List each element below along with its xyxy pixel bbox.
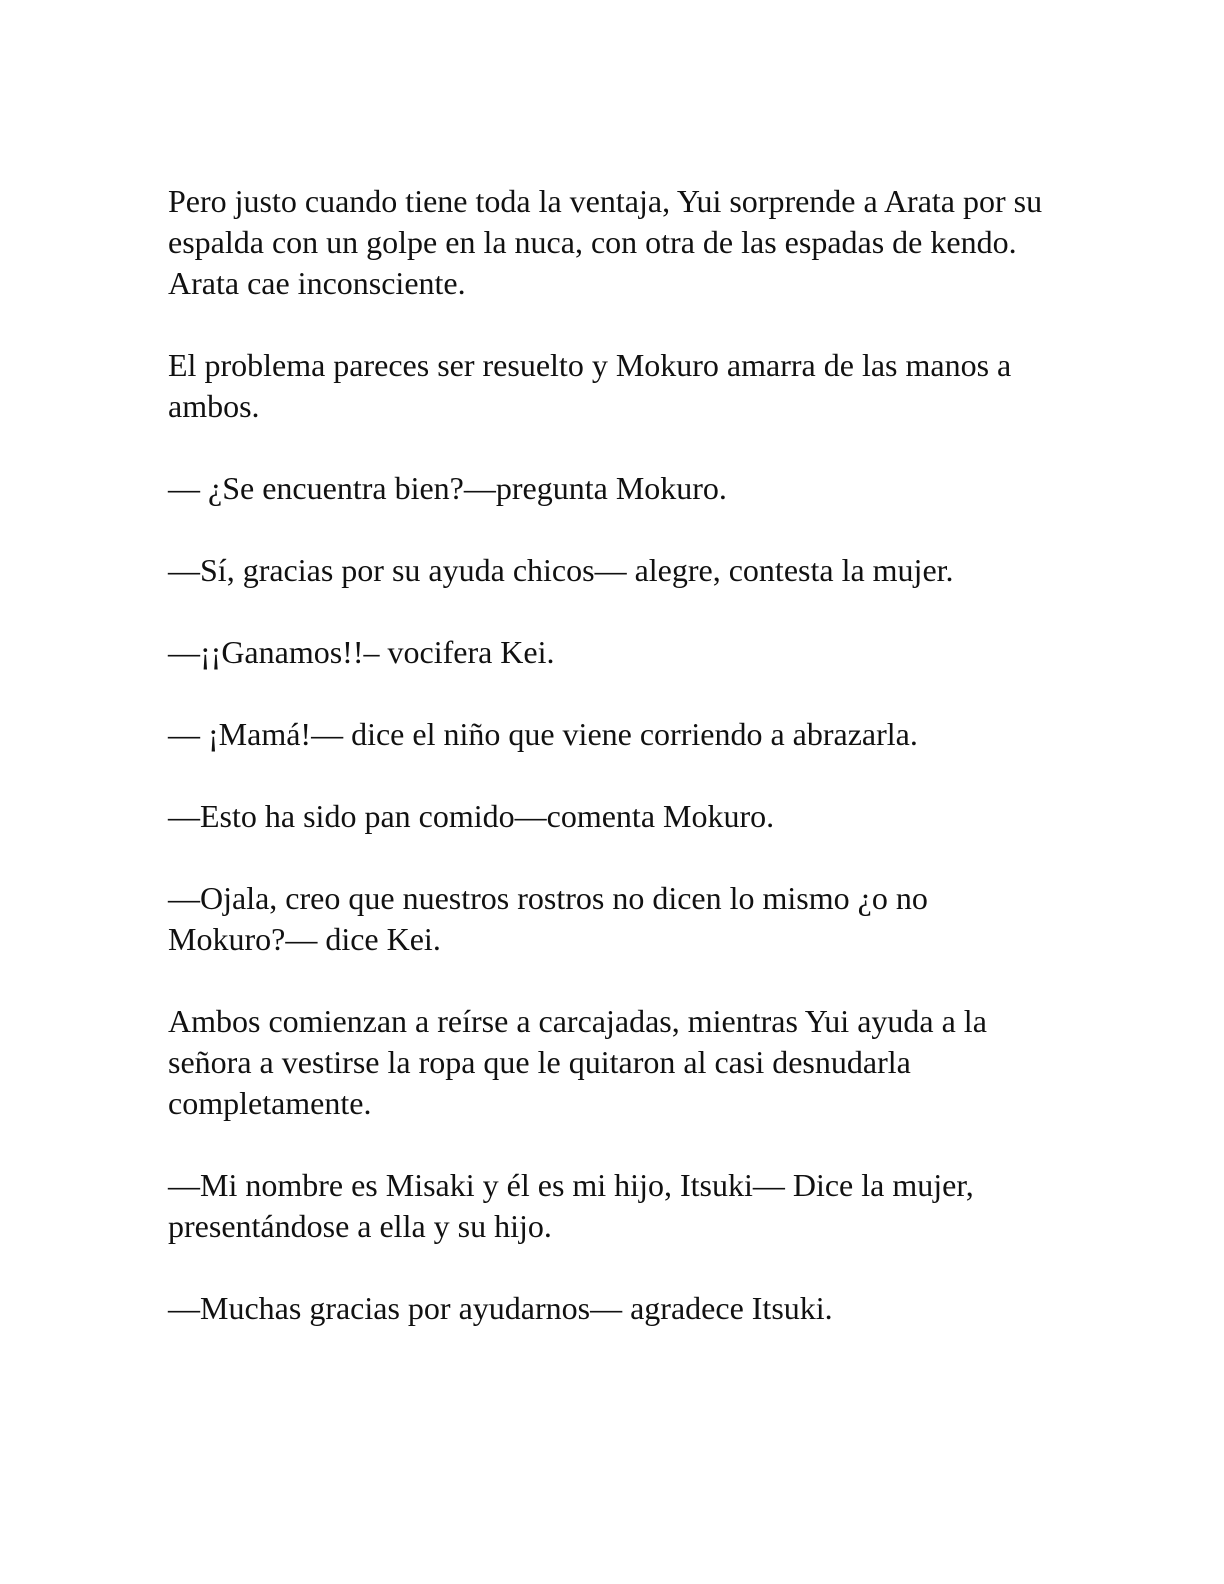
paragraph: —Ojala, creo que nuestros rostros no dicen lo mismo ¿o no Mokuro?— dice Kei. [168, 880, 928, 957]
paragraph: Ambos comienzan a reírse a carcajadas, mientras Yui ayuda a la señora a vestirse la ropa que le quitaron al casi desnudarla completamente. [168, 1003, 987, 1121]
paragraph: — ¿Se encuentra bien?—pregunta Mokuro. [168, 470, 727, 506]
paragraph: —Muchas gracias por ayudarnos— agradece Itsuki. [168, 1290, 833, 1326]
paragraph: —Sí, gracias por su ayuda chicos— alegre, contesta la mujer. [168, 552, 954, 588]
paragraph: Pero justo cuando tiene toda la ventaja, Yui sorprende a Arata por su espalda con un golpe en la nuca, con otra de las espadas de kendo. Arata cae inconsciente. [168, 183, 1043, 301]
paragraph: El problema pareces ser resuelto y Mokuro amarra de las manos a ambos. [168, 347, 1012, 424]
paragraph: —¡¡Ganamos!!– vocifera Kei. [168, 634, 555, 670]
paragraph: —Mi nombre es Misaki y él es mi hijo, Itsuki— Dice la mujer, presentándose a ella y su hijo. [168, 1167, 974, 1244]
document-body [168, 181, 1048, 1370]
paragraph: —Esto ha sido pan comido—comenta Mokuro. [168, 798, 775, 834]
paragraph: — ¡Mamá!— dice el niño que viene corriendo a abrazarla. [168, 716, 918, 752]
